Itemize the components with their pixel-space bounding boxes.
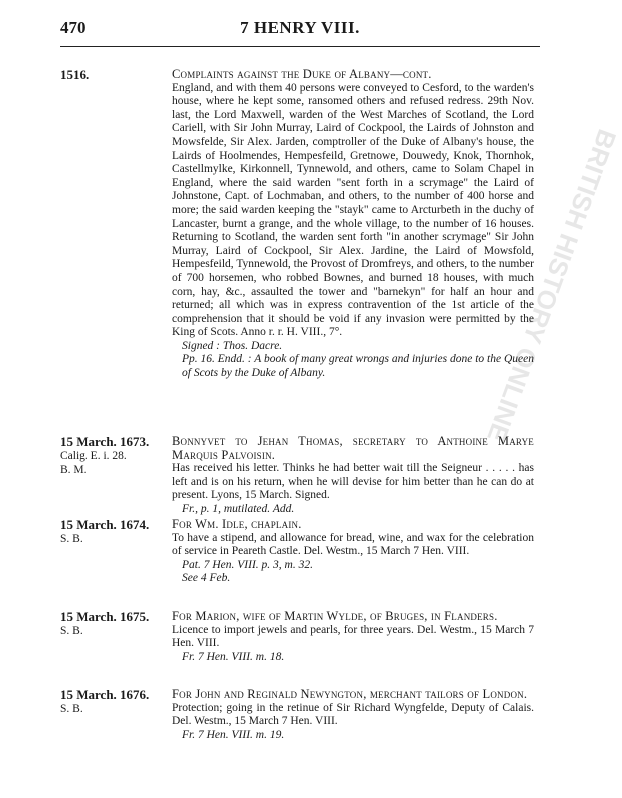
entry-1675 (172, 610, 534, 664)
entry-note: Pp. 16. Endd. : A book of many great wrongs and injuries done to the Queen of Scots by the Duke of Albany. (182, 353, 534, 380)
entry-note: Fr., p. 1, mutilated. Add. (182, 502, 295, 515)
margin-source: S. B. (60, 703, 83, 715)
margin-1676: 15 March. 1676. S. B. (60, 688, 165, 716)
entry-1676 (172, 688, 534, 742)
entry-body: Protection; going in the retinue of Sir Richard Wyngfelde, Deputy of Calais. Del. Westm., 15 March 7 Hen. VIII. (172, 701, 534, 728)
entry-complaints (172, 68, 534, 381)
entry-body: Licence to import jewels and pearls, for three years. Del. Westm., 15 March 7 Hen. VIII. (172, 623, 534, 650)
margin-source: S. B. (60, 533, 83, 545)
entry-heading: For Marion, wife of Martin Wylde, of Bruges, in Flanders. (172, 609, 498, 623)
entry-note: Fr. 7 Hen. VIII. m. 18. (182, 650, 285, 663)
margin-source: S. B. (60, 625, 83, 637)
entry-body: England, and with them 40 persons were conveyed to Cesford, to the warden's house, where he kept some, ransomed others and refused redress. 29th Nov. last, the Lord Maxwell, warden of the West Marches of Scotland, the Lord Cariell, with Sir John Murray, Laird of Cockpool, the Lairds of Johnston and Mowsfelde, Sir Alex. Jarden, comptroller of the Duke of Albany's house, the Lairds of Hoolmendes, Hempesfeild, Gretnowe, Douwedy, Knok, Thornhok, Castellmylke, Kirkonnell, Tynnewold, and others, came to Solam Chapel in England, where the said warden "sent forth in a scrymage" the Laird of Johnstone, Capt. of Lochmaban, and others, to the number of 400 horse and more; the said warden keeping the "stayk" came to Arcturbeth in the duchy of Lancaster, burnt a grange, and the whole village, to the number of 16 houses. Returning to Scotland, the warden sent forth "in another scrymage" Sir John Murray, Laird of Cockpool, Sir Alex. Jardine, the Laird of Mowsfold, Hempesfeild, Tynnewold, the Provost of Dromfreys, and others, to the number of 700 horsemen, who robbed Bownes, and burned 18 houses, with much corn, hay, &c., assaulted the tower and "barnekyn" for half an hour and returned; all which was in express contravention of the 1st article of the comprehension that it should be void if any invasion were permitted by the King of Scots. Anno r. r. H. VIII., 7°. (172, 81, 534, 339)
watermark: BRITISH HISTORY ONLINE (481, 125, 622, 447)
page-number: 470 (60, 18, 86, 37)
entry-signed: Signed : Thos. Dacre. (182, 339, 283, 352)
margin-1673: 15 March. 1673. Calig. E. i. 28. B. M. (60, 435, 165, 477)
margin-reference: Calig. E. i. 28. (60, 450, 127, 462)
margin-source: B. M. (60, 464, 87, 476)
entry-note: Fr. 7 Hen. VIII. m. 19. (182, 728, 285, 741)
margin-1675: 15 March. 1675. S. B. (60, 610, 165, 638)
margin-year: 1516. (60, 67, 90, 82)
entry-body: Has received his letter. Thinks he had better wait till the Seigneur . . . . . has left and is on his return, when he will devise for him better than he can do at present. Lyons, 15 March. Signed. (172, 462, 534, 502)
entry-body: To have a stipend, and allowance for bread, wine, and wax for the celebration of service in Peareth Castle. Del. Westm., 15 March 7 Hen. VIII. (172, 531, 534, 558)
entry-see-also: See 4 Feb. (182, 572, 231, 585)
margin-1674: 15 March. 1674. S. B. (60, 518, 165, 546)
entry-note: Pat. 7 Hen. VIII. p. 3, m. 32. (182, 558, 313, 571)
entry-heading: Complaints against the Duke of Albany—cont. (172, 67, 432, 81)
entry-1674 (172, 518, 534, 586)
entry-heading: For Wm. Idle, chaplain. (172, 517, 302, 531)
entry-1673 (172, 435, 534, 517)
entry-heading: Bonnyvet to Jehan Thomas, secretary to Anthoine Marye Marquis Palvoisin. (172, 434, 534, 462)
page-header (60, 18, 540, 40)
running-title: 7 HENRY VIII. (240, 18, 360, 37)
header-rule (60, 46, 540, 47)
entry-heading: For John and Reginald Newyngton, merchant tailors of London. (172, 687, 528, 701)
